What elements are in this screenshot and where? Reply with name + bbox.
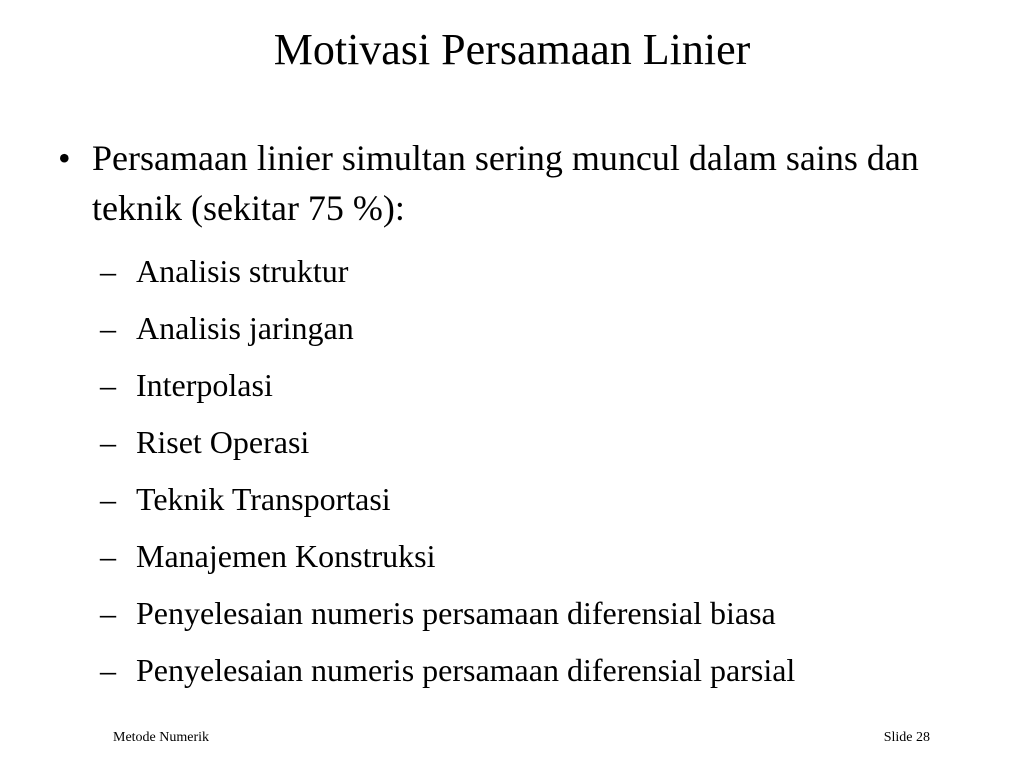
dash-marker: – [100, 367, 116, 403]
subitem-text: Analisis struktur [136, 253, 349, 289]
dash-marker: – [100, 595, 116, 631]
subitem [100, 593, 1000, 650]
slide-title: Motivasi Persamaan Linier [273, 25, 751, 74]
subitem [100, 308, 1000, 365]
bullet-text: Persamaan linier simultan sering muncul dalam sains dan teknik (sekitar 75 %): [92, 138, 919, 228]
dash-marker: – [100, 538, 116, 574]
subitem [100, 422, 1000, 479]
dash-marker: – [100, 652, 116, 688]
subitem-list [100, 251, 1000, 707]
footer-course-name: Metode Numerik [113, 730, 210, 745]
subitem-text: Manajemen Konstruksi [136, 538, 436, 574]
bullet-marker: • [58, 138, 71, 178]
dash-marker: – [100, 481, 116, 517]
subitem [100, 479, 1000, 536]
dash-marker: – [100, 253, 116, 289]
footer-slide-number: Slide 28 [883, 730, 930, 745]
subitem [100, 365, 1000, 422]
dash-marker: – [100, 424, 116, 460]
subitem-text: Penyelesaian numeris persamaan diferensial biasa [136, 595, 776, 631]
dash-marker: – [100, 310, 116, 346]
subitem [100, 536, 1000, 593]
subitem-text: Penyelesaian numeris persamaan diferensial parsial [136, 652, 796, 688]
subitem [100, 650, 1000, 707]
subitem-text: Riset Operasi [136, 424, 310, 460]
subitem-text: Analisis jaringan [136, 310, 354, 346]
subitem-text: Interpolasi [136, 367, 273, 403]
subitem [100, 251, 1000, 308]
subitem-text: Teknik Transportasi [136, 481, 391, 517]
